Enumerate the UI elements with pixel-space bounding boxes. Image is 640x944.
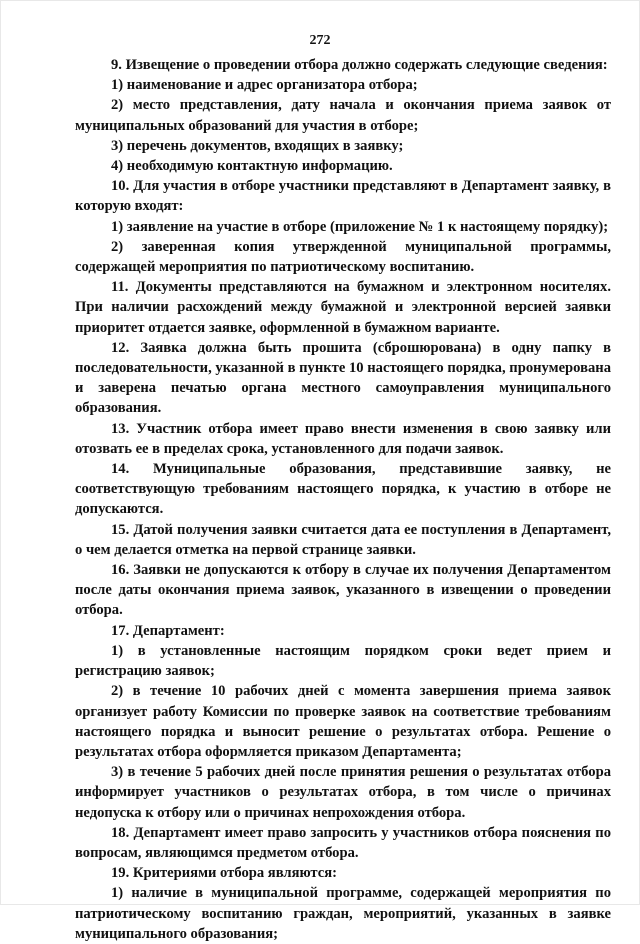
paragraph: 2) в течение 10 рабочих дней с момента завершения приема заявок организует работу Комиссии по проверке заявок на соответствие требованиям настоящего порядка и выносит решение о результатах отбора. Решение о результатах отбора оформляется приказом Департамента; [75,683,611,760]
paragraph: 2) заверенная копия утвержденной муниципальной программы, содержащей мероприятия по патриотическому воспитанию. [75,238,611,276]
page-number: 272 [309,33,331,48]
paragraph: 1) в установленные настоящим порядком сроки ведет прием и регистрацию заявок; [75,642,611,680]
paragraph: 15. Датой получения заявки считается дата ее поступления в Департамент, о чем делается отметка на первой странице заявки. [75,521,611,558]
paragraph: 3) в течение 5 рабочих дней после принятия решения о результатах отбора информирует участников о результатах отбора, в том числе о причинах недопуска к отбору или о причинах непрохождения отбора. [75,764,611,821]
paragraph: 1) наличие в муниципальной программе, содержащей мероприятия по патриотическому воспитанию граждан, мероприятий, указанных в заявке муниципального образования; [75,885,611,942]
paragraph: 1) наименование и адрес организатора отбора; [111,77,418,94]
paragraph: 18. Департамент имеет право запросить у участников отбора пояснения по вопросам, являющимся предметом отбора. [75,824,611,861]
paragraph: 14. Муниципальные образования, представившие заявку, не соответствующую требованиям настоящего порядка, к участию в отборе не допускаются. [75,461,611,518]
document-body [75,55,611,944]
paragraph: 16. Заявки не допускаются к отбору в случае их получения Департаментом после даты окончания приема заявок, указанного в извещении о проведении отбора. [75,562,611,619]
paragraph: 13. Участник отбора имеет право внести изменения в свою заявку или отозвать ее в пределах срока, установленного для подачи заявок. [75,420,611,457]
paragraph: 3) перечень документов, входящих в заявку; [111,137,404,154]
paragraph: 17. Департамент: [111,622,225,639]
paragraph: 9. Извещение о проведении отбора должно содержать следующие сведения: [111,57,608,73]
paragraph: 19. Критериями отбора являются: [111,865,338,882]
paragraph: 1) заявление на участие в отборе (приложение № 1 к настоящему порядку); [111,218,609,235]
paragraph: 10. Для участия в отборе участники представляют в Департамент заявку, в которую входят: [75,178,611,215]
paragraph: 2) место представления, дату начала и окончания приема заявок от муниципальных образований для участия в отборе; [75,97,611,134]
paragraph: 12. Заявка должна быть прошита (сброшюрована) в одну папку в последовательности, указанной в пункте 10 настоящего порядка, пронумерована и заверена печатью органа местного самоуправления муниципального образования. [75,339,611,417]
paragraph: 11. Документы представляются на бумажном и электронном носителях. При наличии расхождений между бумажной и электронной версией заявки приоритет отдается заявке, оформленной в бумажном варианте. [75,279,611,336]
paragraph: 4) необходимую контактную информацию. [111,158,393,175]
